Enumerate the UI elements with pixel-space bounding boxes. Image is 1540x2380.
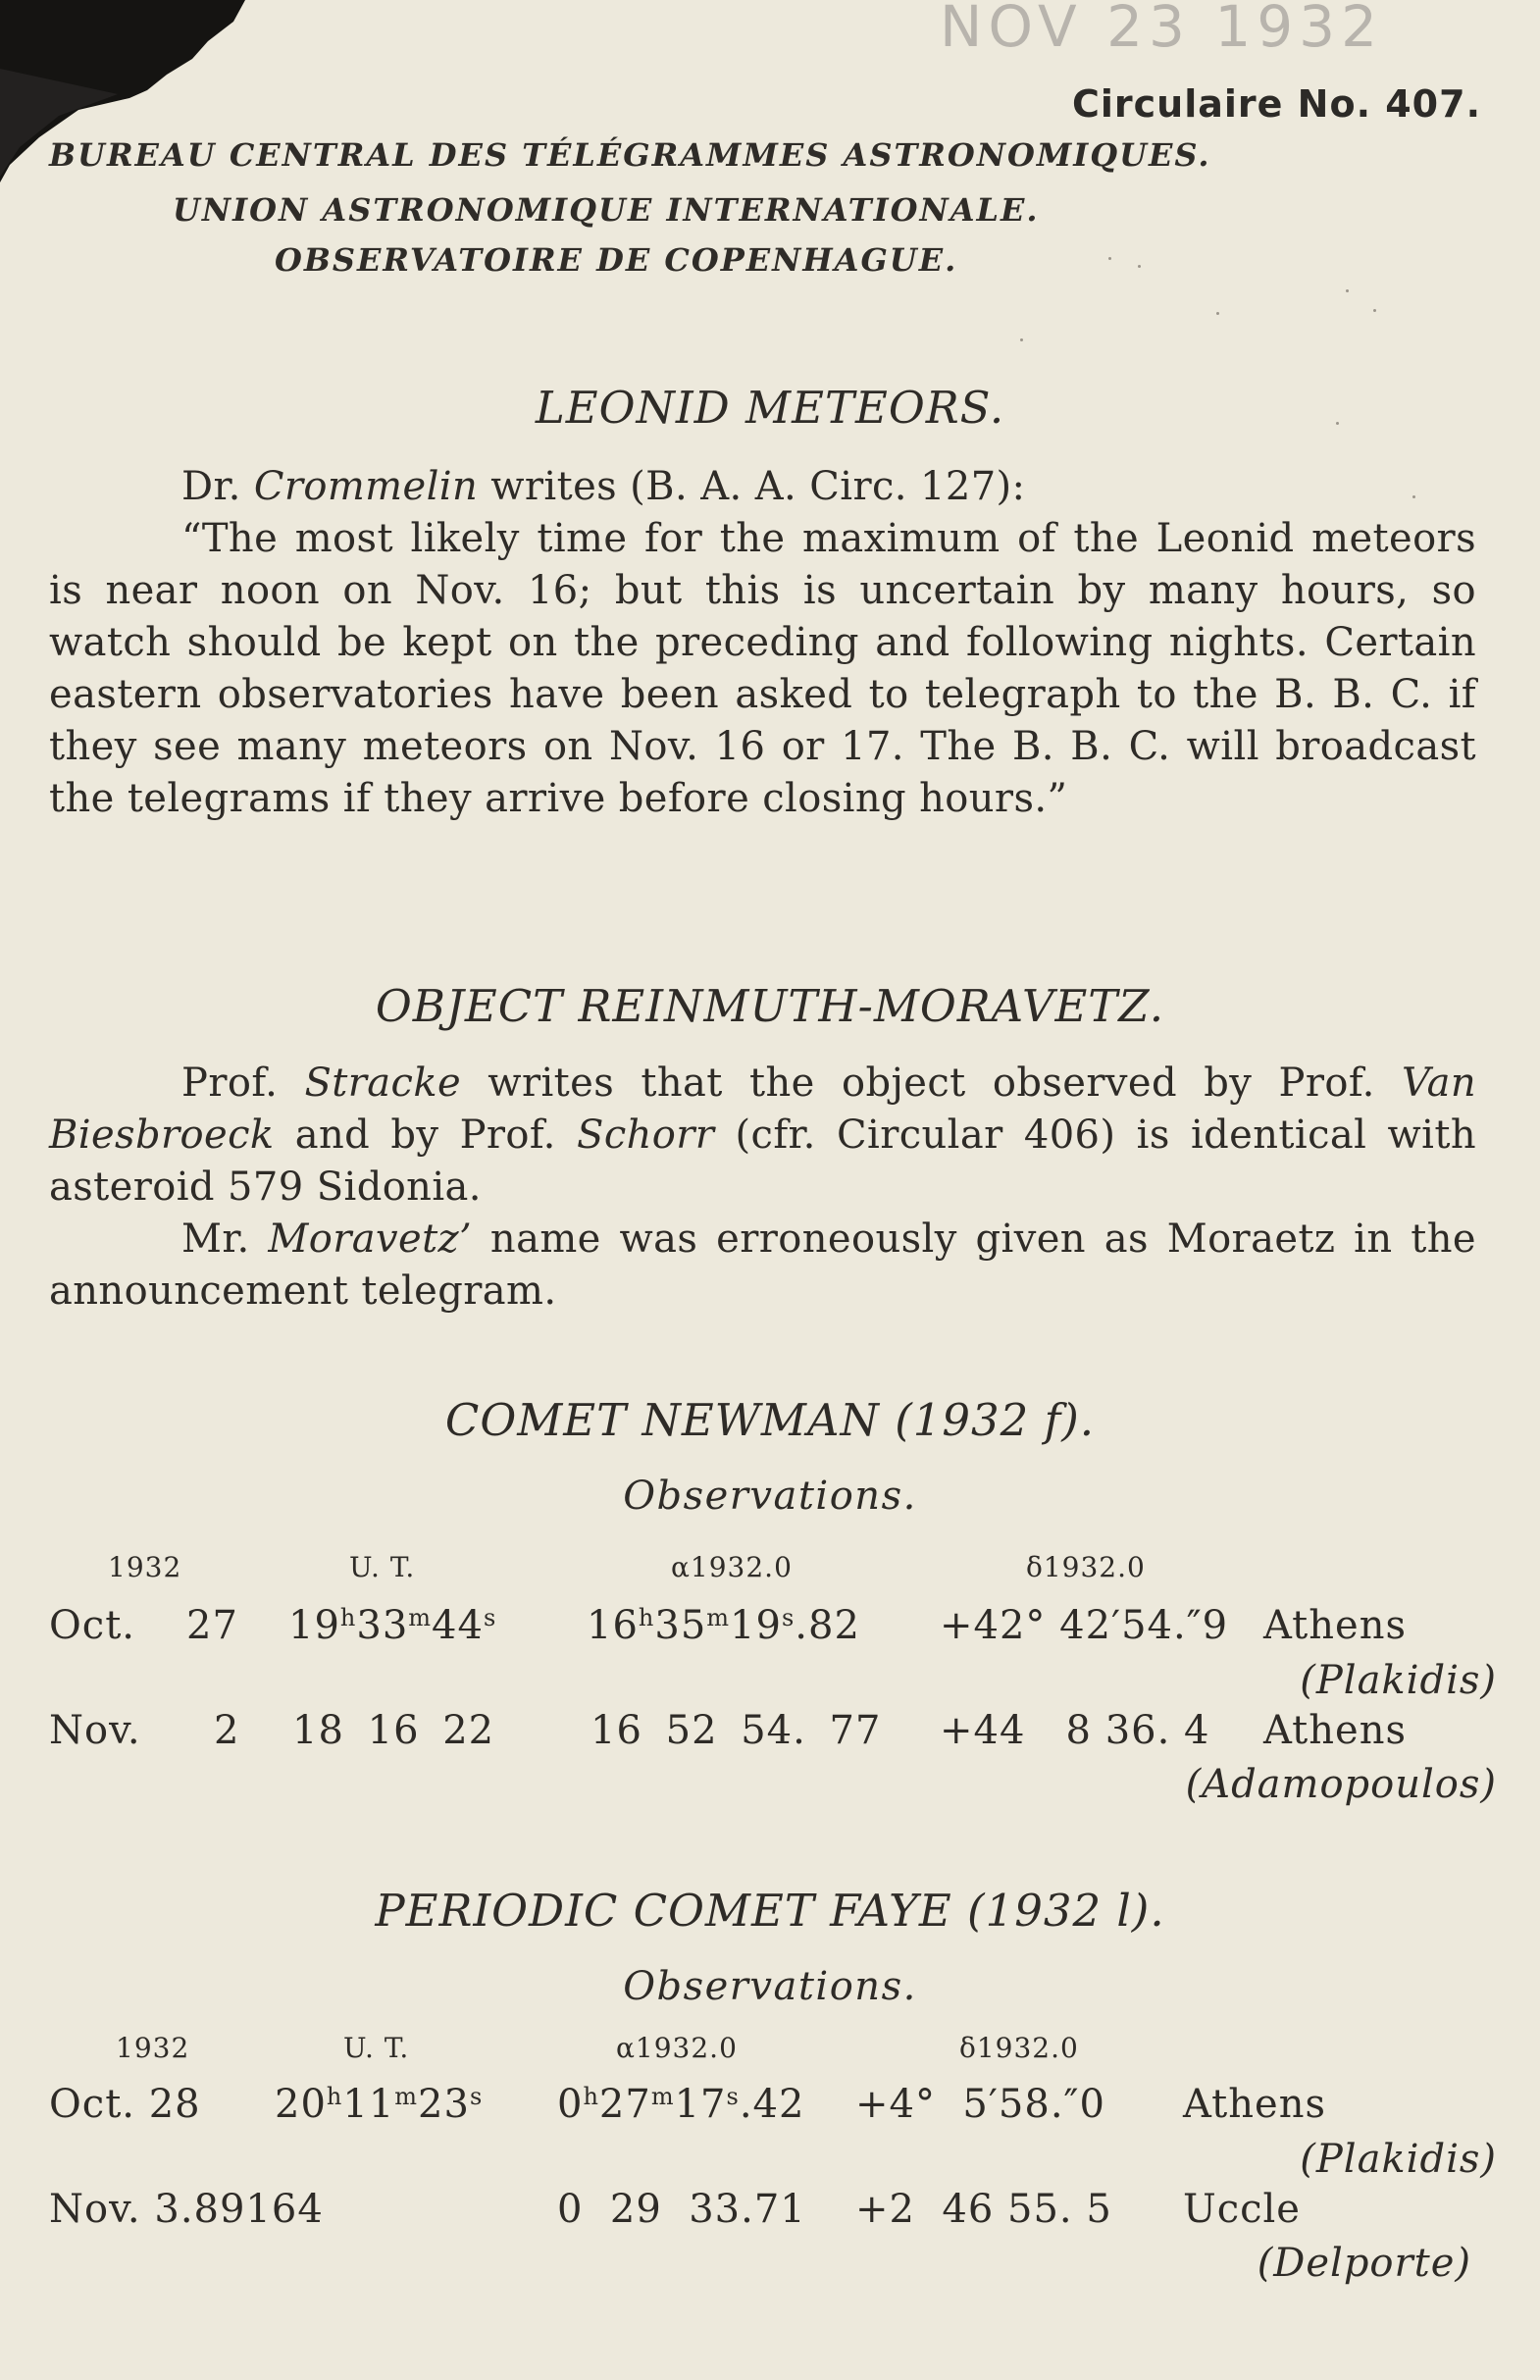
ra-value: 0$^h$27$^m$17$^s$.42 xyxy=(557,2082,805,2127)
ut-value: 18 16 22 xyxy=(292,1708,495,1753)
ra-value: 0 29 33.71 xyxy=(557,2187,806,2232)
circular-card: NOV 23 1932 Circulaire No. 407. BUREAU CENTRAL DES TÉLÉGRAMMES ASTRONOMIQUES. UNION ASTRONOMIQUE INTERNATIONALE. OBSERVATOIRE DE COPENHAGUE. LEONID METEORS. Dr. Crommelin writes (B. A. A. Circ. 127): “The most likely time for the maximum of the Leonid meteors is near noon on Nov. 16; but this is uncertain by many hours, so watch should be kept on the preceding and following nights. Certain eastern observatories have been asked to telegraph to the B. B. C. if they see many meteors on Nov. 16 or 17. The B. B. C. will broadcast the telegrams if they arrive before closing hours.” OBJECT REINMUTH-MORAVETZ. Prof. Stracke writes that the object observed by Prof. Van Biesbroeck and by Prof. Schorr (cfr. Circular 406) is identical with asteroid 579 Sidonia. Mr. Moravetz’ name was erroneously given as Moraetz in the announcement telegram. COMET NEWMAN (1932 f). Observations. 1932 U. T. α1932.0 δ1932.0 Oct. 27 19$^h$33$^m$44$^s$ 16$^h$35$^m$19$^s$.82 +42° 42′54.″9 Athens (Plakidis) Nov. 2 18 16 22 16 52 54. 77 +44 8 36. 4 Athens (Adamopoulos) PERIODIC COMET FAYE (1932 l). Observations. 1932 U. T. α1932.0 δ1932.0 Oct. 28 20$^h$11$^m$23$^s$ 0$^h$27$^m$17$^s$.42 +4° 5′58.″0 Athens (Plakidis) Nov. 3.89164 0 29 33.71 +2 46 55. 5 Uccle (Delporte) xyxy=(0,0,1540,2380)
paper-speck xyxy=(1412,495,1415,498)
header-union: UNION ASTRONOMIQUE INTERNATIONALE. xyxy=(173,191,1040,229)
paper-speck xyxy=(1108,257,1111,260)
observer: (Delporte) xyxy=(1257,2241,1471,2286)
leonid-intro: Dr. Crommelin writes (B. A. A. Circ. 127): xyxy=(181,464,1026,509)
newman-header-alpha: α1932.0 xyxy=(671,1551,793,1583)
faye-observations-label: Observations. xyxy=(623,1964,917,2009)
section-title-reinmuth: OBJECT REINMUTH-MORAVETZ. xyxy=(375,980,1165,1032)
paper-speck xyxy=(1336,422,1339,425)
paper-speck xyxy=(1216,312,1219,315)
observer: (Plakidis) xyxy=(1300,1658,1497,1703)
header-observatory: OBSERVATOIRE DE COPENHAGUE. xyxy=(275,241,958,279)
dec-value: +44 8 36. 4 xyxy=(940,1708,1210,1753)
section-title-leonid: LEONID METEORS. xyxy=(535,382,1005,434)
observer: (Plakidis) xyxy=(1300,2137,1497,2182)
section-title-faye: PERIODIC COMET FAYE (1932 l). xyxy=(375,1885,1165,1937)
observer: (Adamopoulos) xyxy=(1185,1762,1497,1807)
ut-value: 19$^h$33$^m$44$^s$ xyxy=(288,1603,497,1648)
newman-header-delta: δ1932.0 xyxy=(1026,1551,1146,1583)
dec-value: +42° 42′54.″9 xyxy=(940,1603,1229,1648)
section-title-newman: COMET NEWMAN (1932 f). xyxy=(444,1394,1096,1446)
place: Uccle xyxy=(1183,2187,1301,2232)
paper-speck xyxy=(1373,309,1376,312)
circular-number: Circulaire No. 407. xyxy=(1072,82,1481,126)
paper-speck xyxy=(1138,265,1141,268)
place: Athens xyxy=(1183,2082,1326,2127)
paper-speck xyxy=(1346,289,1349,292)
faye-header-delta: δ1932.0 xyxy=(959,2032,1079,2064)
reinmuth-paragraph-1: Prof. Stracke writes that the object observed by Prof. Van Biesbroeck and by Prof. Schorr (cfr. Circular 406) is identical with asteroid 579 Sidonia. xyxy=(49,1061,1477,1210)
faye-header-year: 1932 xyxy=(116,2032,190,2064)
header-bureau: BUREAU CENTRAL DES TÉLÉGRAMMES ASTRONOMIQUES. xyxy=(49,136,1211,174)
place: Athens xyxy=(1263,1708,1407,1753)
reinmuth-paragraph-2: Mr. Moravetz’ name was erroneously given as Moraetz in the announcement telegram. xyxy=(49,1216,1476,1314)
newman-observations-label: Observations. xyxy=(623,1474,917,1519)
dec-value: +2 46 55. 5 xyxy=(855,2187,1112,2232)
paper-speck xyxy=(1020,338,1023,341)
newman-header-year: 1932 xyxy=(108,1551,182,1583)
faye-header-alpha: α1932.0 xyxy=(616,2032,738,2064)
faye-header-ut: U. T. xyxy=(343,2032,410,2064)
received-date-stamp: NOV 23 1932 xyxy=(940,0,1383,60)
author-name: Crommelin xyxy=(253,464,479,509)
dec-value: +4° 5′58.″0 xyxy=(855,2082,1105,2127)
ra-value: 16$^h$35$^m$19$^s$.82 xyxy=(587,1603,860,1648)
newman-header-ut: U. T. xyxy=(349,1551,416,1583)
ra-value: 16 52 54. 77 xyxy=(590,1708,882,1753)
leonid-quote: “The most likely time for the maximum of the Leonid meteors is near noon on Nov. 16; but this is uncertain by many hours, so watch should be kept on the preceding and following nights. Certain eastern observatories have been asked to telegraph to the B. B. C. if they see many meteors on Nov. 16 or 17. The B. B. C. will broadcast the telegrams if they arrive before closing hours.” xyxy=(49,516,1476,821)
ut-value: 20$^h$11$^m$23$^s$ xyxy=(275,2082,484,2127)
place: Athens xyxy=(1263,1603,1407,1648)
